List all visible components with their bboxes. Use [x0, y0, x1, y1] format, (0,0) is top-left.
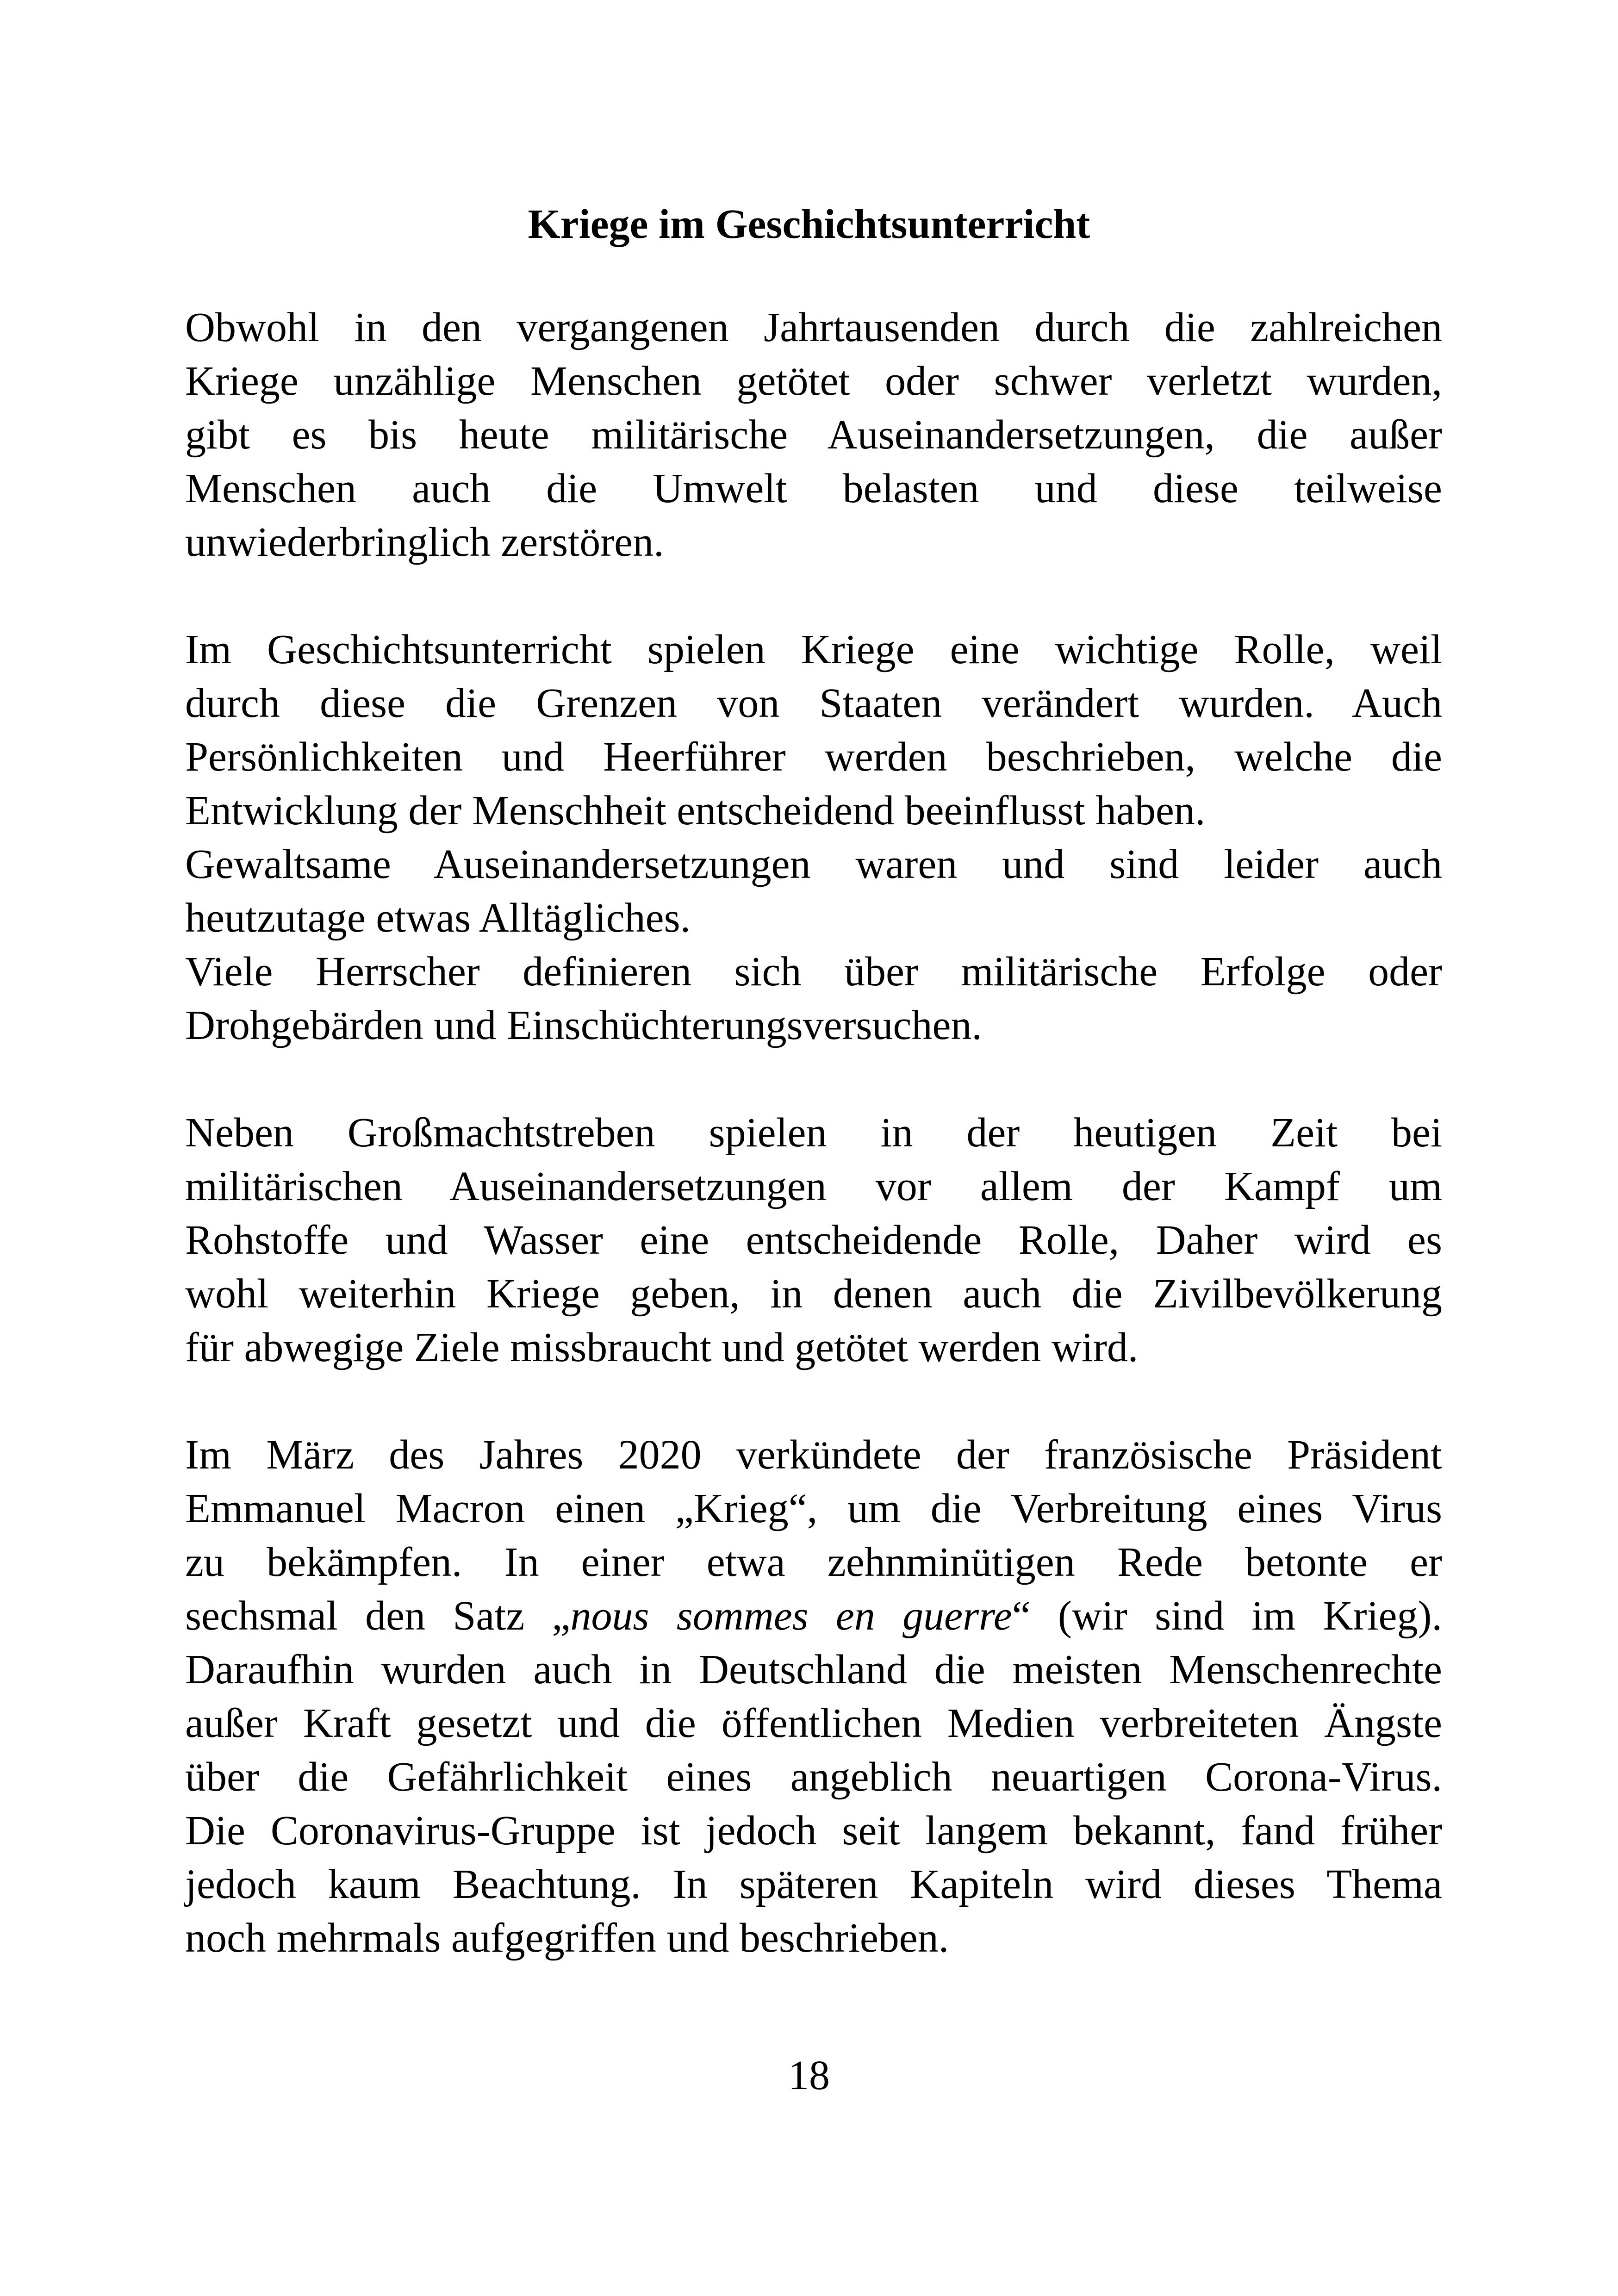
text-line: durch diese die Grenzen von Staaten verändert wurden. Auch	[185, 680, 1442, 726]
text-line: noch mehrmals aufgegriffen und beschrieben.	[185, 1915, 949, 1961]
text-line: zu bekämpfen. In einer etwa zehnminütigen Rede betonte er	[185, 1539, 1442, 1585]
text-line: Emmanuel Macron einen „Krieg“, um die Verbreitung eines Virus	[185, 1486, 1442, 1531]
text-line: militärischen Auseinandersetzungen vor allem der Kampf um	[185, 1164, 1442, 1209]
quote-line-before: sechsmal den Satz „	[185, 1593, 571, 1639]
text-line: Viele Herrscher definieren sich über militärische Erfolge oder	[185, 949, 1442, 995]
text-line: Kriege unzählige Menschen getötet oder schwer verletzt wurden,	[185, 358, 1442, 404]
text-line: Rohstoffe und Wasser eine entscheidende Rolle, Daher wird es	[185, 1217, 1442, 1263]
body-text	[185, 301, 1442, 1965]
text-line: Persönlichkeiten und Heerführer werden beschrieben, welche die	[185, 734, 1442, 780]
text-line: über die Gefährlichkeit eines angeblich neuartigen Corona-Virus.	[185, 1754, 1442, 1800]
french-quote: nous sommes en guerre	[570, 1593, 1012, 1639]
text-line: heutzutage etwas Alltägliches.	[185, 895, 691, 941]
text-line: jedoch kaum Beachtung. In späteren Kapiteln wird dieses Thema	[185, 1861, 1442, 1907]
text-line: Neben Großmachtstreben spielen in der heutigen Zeit bei	[185, 1110, 1442, 1156]
quote-line-after: “ (wir sind im Krieg).	[1012, 1593, 1442, 1639]
text-line: außer Kraft gesetzt und die öffentlichen Medien verbreiteten Ängste	[185, 1700, 1442, 1746]
page-number: 18	[788, 2053, 830, 2098]
text-line: Entwicklung der Menschheit entscheidend beeinflusst haben.	[185, 788, 1206, 834]
text-line: Gewaltsame Auseinandersetzungen waren und sind leider auch	[185, 841, 1442, 887]
text-line: gibt es bis heute militärische Auseinandersetzungen, die außer	[185, 412, 1442, 458]
text-line: Im Geschichtsunterricht spielen Kriege eine wichtige Rolle, weil	[185, 627, 1442, 672]
paragraph-3	[185, 838, 1442, 945]
paragraph-2	[185, 623, 1442, 838]
text-line: Obwohl in den vergangenen Jahrtausenden durch die zahlreichen	[185, 305, 1442, 350]
paragraph-1	[185, 301, 1442, 569]
text-line: Drohgebärden und Einschüchterungsversuchen.	[185, 1002, 982, 1048]
quote-line	[185, 1589, 1442, 1643]
text-line: unwiederbringlich zerstören.	[185, 519, 664, 565]
text-line: wohl weiterhin Kriege geben, in denen auch die Zivilbevölkerung	[185, 1271, 1442, 1317]
text-line: Im März des Jahres 2020 verkündete der französische Präsident	[185, 1432, 1442, 1478]
paragraph-6	[185, 1428, 1442, 1965]
paragraph-4	[185, 945, 1442, 1052]
text-line: für abwegige Ziele missbraucht und getötet werden wird.	[185, 1325, 1139, 1370]
text-line: Daraufhin wurden auch in Deutschland die meisten Menschenrechte	[185, 1647, 1442, 1692]
paragraph-5	[185, 1106, 1442, 1375]
page-title: Kriege im Geschichtsunterricht	[528, 201, 1090, 247]
text-line: Menschen auch die Umwelt belasten und diese teilweise	[185, 466, 1442, 511]
text-line: Die Coronavirus-Gruppe ist jedoch seit langem bekannt, fand früher	[185, 1808, 1442, 1854]
